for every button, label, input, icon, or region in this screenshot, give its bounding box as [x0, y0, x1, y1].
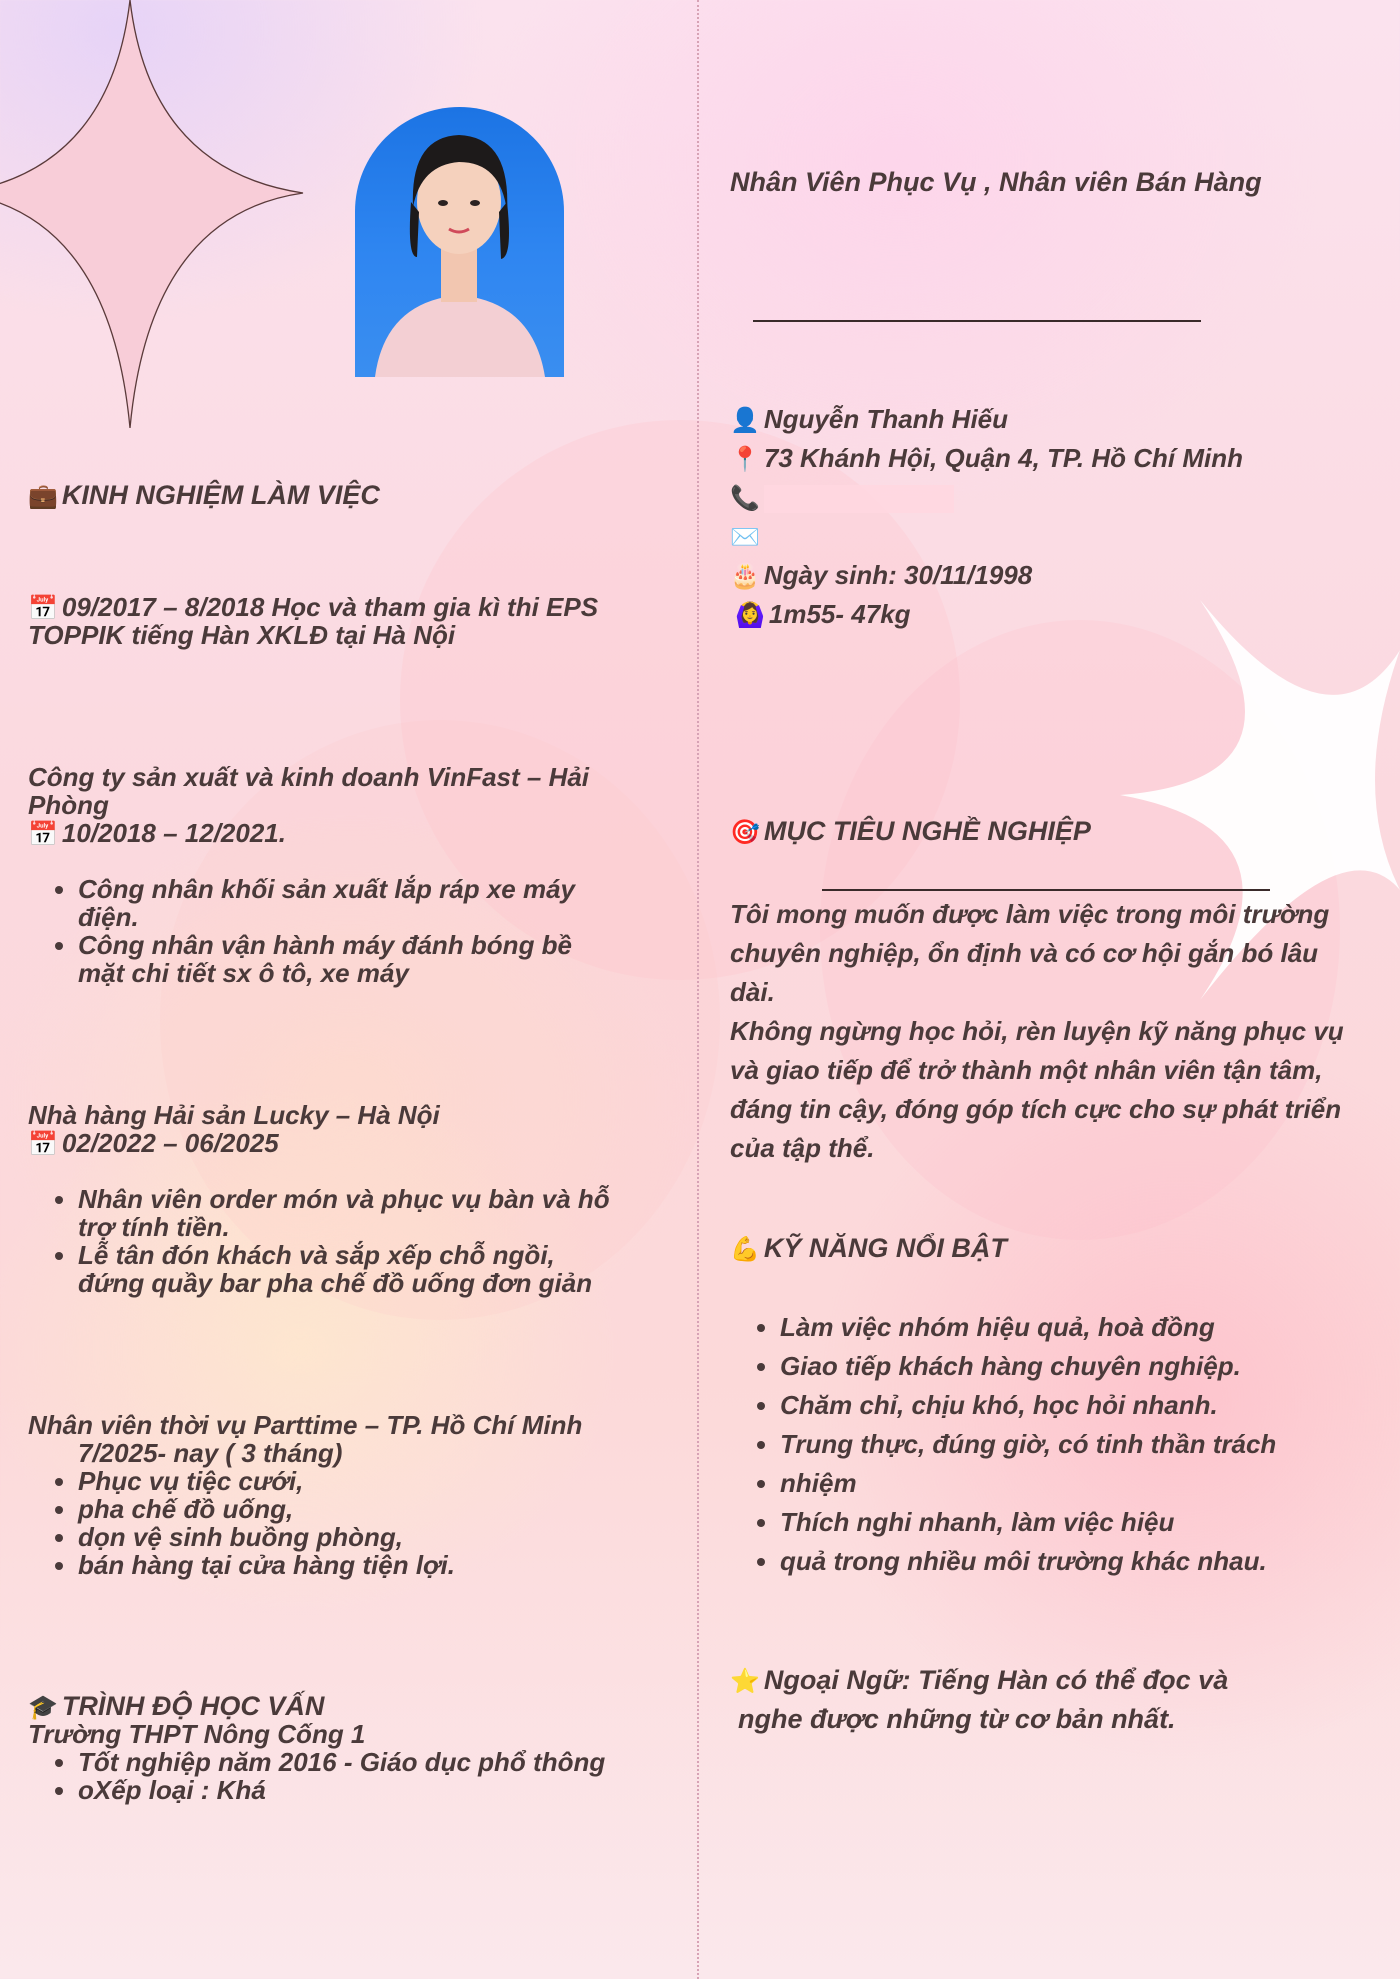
objective-line: Không ngừng học hỏi, rèn luyện kỹ năng phục vụ	[730, 1016, 1344, 1046]
objective-underline	[822, 889, 1270, 891]
experience-first-line1: 📅 09/2017 – 8/2018 Học và tham gia kì thi EPS	[28, 592, 599, 622]
language-line1: ⭐ Ngoại Ngữ: Tiếng Hàn có thể đọc và	[730, 1665, 1229, 1695]
redacted-phone	[764, 485, 954, 513]
star-icon: ⭐	[730, 1668, 760, 1695]
birthday-cake-icon: 🎂	[730, 563, 760, 590]
lucky-duties	[30, 1185, 728, 1297]
flexed-biceps-icon: 💪	[730, 1236, 760, 1263]
list-item: • quả trong nhiều môi trường khác nhau.	[780, 1542, 1400, 1581]
email-icon: ✉️	[730, 524, 760, 551]
contact-address: 📍 73 Khánh Hội, Quận 4, TP. Hồ Chí Minh	[730, 443, 1243, 473]
graduation-cap-icon: 🎓	[28, 1694, 58, 1721]
person-icon: 👤	[730, 407, 760, 434]
list-item: • Tốt nghiệp năm 2016 - Giáo dục phổ thông	[78, 1748, 738, 1776]
list-item: • Nhân viên order món và phục vụ bàn và hỗ trợ tính tiền.	[78, 1185, 728, 1241]
experience-first-line2: TOPPIK tiếng Hàn XKLĐ tại Hà Nội	[28, 620, 456, 650]
vinfast-company-line2: Phòng	[28, 790, 109, 820]
vinfast-duties	[30, 875, 718, 987]
list-item: • Phục vụ tiệc cưới,	[78, 1467, 718, 1495]
target-icon: 🎯	[730, 819, 760, 846]
list-item: • Chăm chỉ, chịu khó, học hỏi nhanh.	[780, 1386, 1400, 1425]
vinfast-company-line1: Công ty sản xuất và kinh doanh VinFast – Hải	[28, 762, 590, 792]
list-item: • Làm việc nhóm hiệu quả, hoà đồng	[780, 1308, 1400, 1347]
objective-line: Tôi mong muốn được làm việc trong môi trường	[730, 899, 1330, 929]
parttime-period: 7/2025- nay ( 3 tháng)	[78, 1438, 343, 1468]
objective-heading: 🎯 MỤC TIÊU NGHỀ NGHIỆP	[730, 816, 1091, 846]
calendar-icon: 📅	[28, 821, 58, 848]
objective-line: và giao tiếp để trở thành một nhân viên tận tâm,	[730, 1055, 1323, 1085]
list-item: • oXếp loại : Khá	[78, 1776, 738, 1804]
four-point-star-decoration	[0, 0, 310, 440]
list-item: • Thích nghi nhanh, làm việc hiệu	[780, 1503, 1400, 1542]
briefcase-icon: 💼	[28, 483, 58, 510]
job-title: Nhân Viên Phục Vụ , Nhân viên Bán Hàng	[730, 167, 1262, 197]
column-divider	[697, 0, 699, 1979]
skills-heading: 💪 KỸ NĂNG NỔI BẬT	[730, 1233, 1007, 1263]
title-underline	[753, 320, 1201, 322]
list-item: • nhiệm	[780, 1464, 1400, 1503]
education-items	[30, 1748, 738, 1804]
list-item: • Lễ tân đón khách và sắp xếp chỗ ngồi, đứng quầy bar pha chế đồ uống đơn giản	[78, 1241, 728, 1297]
list-item: • dọn vệ sinh buồng phòng,	[78, 1523, 718, 1551]
contact-body: 🙆‍♀️ 1m55- 47kg	[735, 599, 911, 629]
objective-line: chuyên nghiệp, ổn định và có cơ hội gắn bó lâu	[730, 938, 1319, 968]
profile-photo	[355, 107, 564, 377]
location-pin-icon: 📍	[730, 446, 760, 473]
lucky-period: 📅 02/2022 – 06/2025	[28, 1128, 279, 1158]
list-item: • pha chế đồ uống,	[78, 1495, 718, 1523]
list-item: • Trung thực, đúng giờ, có tinh thần trách	[780, 1425, 1400, 1464]
list-item: • Giao tiếp khách hàng chuyên nghiệp.	[780, 1347, 1400, 1386]
objective-line: dài.	[730, 977, 775, 1007]
contact-birthday: 🎂 Ngày sinh: 30/11/1998	[730, 560, 1033, 590]
contact-email	[730, 517, 764, 557]
list-item: • bán hàng tại cửa hàng tiện lợi.	[78, 1551, 718, 1579]
objective-line: của tập thể.	[730, 1133, 875, 1163]
vinfast-period: 📅 10/2018 – 12/2021.	[28, 818, 286, 848]
phone-icon: 📞	[730, 485, 760, 512]
lucky-company: Nhà hàng Hải sản Lucky – Hà Nội	[28, 1100, 440, 1130]
language-line2: nghe được những từ cơ bản nhất.	[738, 1704, 1176, 1734]
parttime-duties	[30, 1467, 718, 1579]
list-item: • Công nhân vận hành máy đánh bóng bề mặt chi tiết sx ô tô, xe máy	[78, 931, 718, 987]
list-item: • Công nhân khối sản xuất lắp ráp xe máy điện.	[78, 875, 718, 931]
education-heading: 🎓 TRÌNH ĐỘ HỌC VẤN	[28, 1691, 325, 1721]
experience-heading: 💼 KINH NGHIỆM LÀM VIỆC	[28, 480, 380, 510]
skills-list	[732, 1308, 1400, 1581]
contact-phone	[730, 478, 954, 518]
objective-line: đáng tin cậy, đóng góp tích cực cho sự phát triển	[730, 1094, 1342, 1124]
education-school: Trường THPT Nông Cống 1	[28, 1719, 366, 1749]
contact-name: 👤 Nguyễn Thanh Hiếu	[730, 404, 1009, 434]
parttime-company: Nhân viên thời vụ Parttime – TP. Hồ Chí Minh	[28, 1410, 583, 1440]
calendar-icon: 📅	[28, 1131, 58, 1158]
calendar-icon: 📅	[28, 595, 58, 622]
woman-gesturing-icon: 🙆‍♀️	[735, 602, 765, 629]
